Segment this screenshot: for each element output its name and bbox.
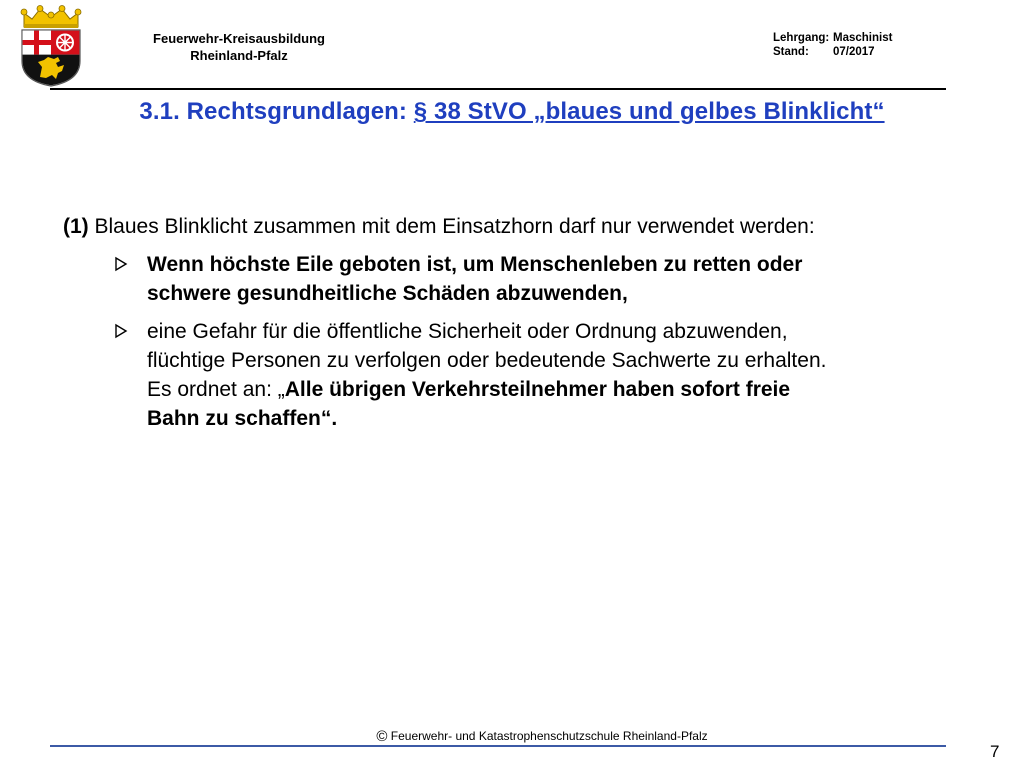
footer-text: Feuerwehr- und Katastrophenschutzschule Rheinland-Pfalz bbox=[387, 729, 708, 743]
bullet-list bbox=[63, 250, 993, 433]
page-number: 7 bbox=[990, 742, 1000, 761]
list-item bbox=[63, 317, 993, 433]
org-name bbox=[128, 30, 350, 64]
bullet-1-line-1: Wenn höchste Eile geboten ist, um Menschenleben zu retten oder bbox=[147, 253, 803, 276]
bullet-2-line-4 bbox=[147, 404, 993, 433]
paragraph-text: Blaues Blinklicht zusammen mit dem Einsatzhorn darf nur verwendet werden: bbox=[88, 215, 815, 238]
title-prefix: 3.1. Rechtsgrundlagen: bbox=[139, 98, 414, 125]
stand-label: Stand: bbox=[773, 46, 809, 58]
slide-content bbox=[63, 212, 993, 442]
bullet-2-line-3 bbox=[147, 375, 993, 404]
arrow-bullet-icon bbox=[113, 256, 129, 272]
org-line-1: Feuerwehr-Kreisausbildung bbox=[153, 31, 325, 46]
footer-copyright bbox=[0, 728, 1024, 745]
course-label: Lehrgang: bbox=[773, 32, 830, 44]
org-line-2: Rheinland-Pfalz bbox=[190, 48, 288, 63]
paragraph-1 bbox=[63, 212, 993, 241]
title-link[interactable]: § 38 StVO „blaues und gelbes Blinklicht“ bbox=[413, 98, 885, 125]
bullet-2-line-1: eine Gefahr für die öffentliche Sicherheit oder Ordnung abzuwenden, bbox=[147, 320, 788, 343]
bullet-2-line-2: flüchtige Personen zu verfolgen oder bedeutende Sachwerte zu erhalten. bbox=[147, 349, 827, 372]
bullet-2-line-3-bold: Alle übrigen Verkehrsteilnehmer haben sofort freie bbox=[284, 378, 791, 401]
header-divider bbox=[50, 88, 946, 90]
bullet-2-line-4-end: “. bbox=[320, 407, 338, 430]
bullet-2-line-4-bold: Bahn zu schaffen bbox=[147, 407, 321, 430]
slide-title bbox=[0, 98, 1024, 126]
paragraph-number: (1) bbox=[63, 215, 89, 238]
bullet-2-line-3-lead: Es ordnet an: „ bbox=[147, 378, 285, 401]
arrow-bullet-icon bbox=[113, 323, 129, 339]
stand-value: 07/2017 bbox=[833, 46, 875, 58]
list-item bbox=[63, 250, 993, 308]
copyright-icon: © bbox=[376, 728, 388, 745]
footer-divider bbox=[50, 745, 946, 747]
bullet-1-line-2: schwere gesundheitliche Schäden abzuwenden, bbox=[147, 282, 628, 305]
course-meta bbox=[773, 31, 892, 59]
coat-of-arms-logo bbox=[18, 5, 84, 87]
course-value: Maschinist bbox=[833, 32, 893, 44]
